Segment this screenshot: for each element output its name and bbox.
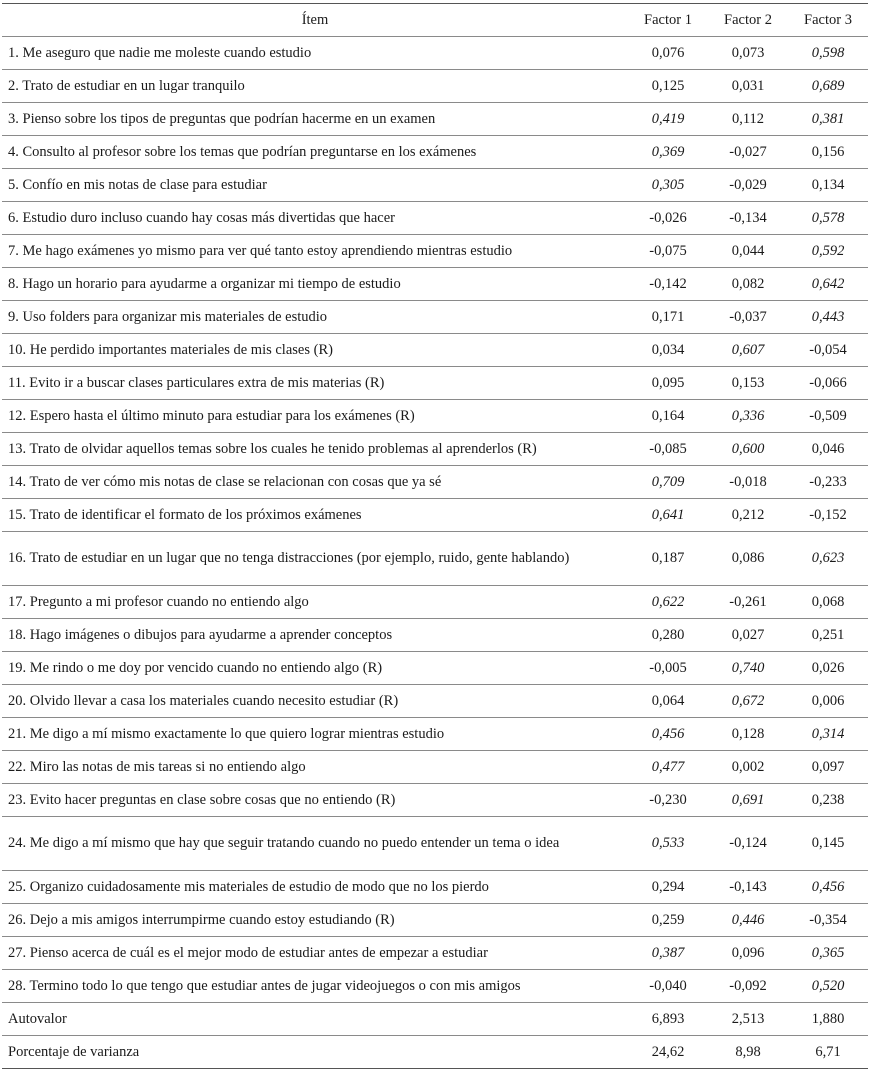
factor1-value: 0,259 xyxy=(628,904,708,937)
factor3-value: 0,314 xyxy=(788,718,868,751)
item-column-header: Ítem xyxy=(2,4,628,37)
item-text: 12. Espero hasta el último minuto para estudiar para los exámenes (R) xyxy=(2,400,628,433)
table-row xyxy=(2,904,868,937)
item-text: 8. Hago un horario para ayudarme a organizar mi tiempo de estudio xyxy=(2,268,628,301)
item-text: 27. Pienso acerca de cuál es el mejor modo de estudiar antes de empezar a estudiar xyxy=(2,937,628,970)
factor3-value: 0,623 xyxy=(788,532,868,586)
factor3-value: -0,066 xyxy=(788,367,868,400)
factor3-value: 0,578 xyxy=(788,202,868,235)
factor2-value: -0,027 xyxy=(708,136,788,169)
factor3-value: 0,026 xyxy=(788,652,868,685)
table-row xyxy=(2,619,868,652)
item-text: 23. Evito hacer preguntas en clase sobre cosas que no entiendo (R) xyxy=(2,784,628,817)
item-text: Autovalor xyxy=(2,1003,628,1036)
factor1-value: 0,709 xyxy=(628,466,708,499)
factor3-value: 0,598 xyxy=(788,37,868,70)
table-row xyxy=(2,37,868,70)
factor1-value: 0,622 xyxy=(628,586,708,619)
item-text: 9. Uso folders para organizar mis materiales de estudio xyxy=(2,301,628,334)
factor3-column-header: Factor 3 xyxy=(788,4,868,37)
factor3-value: 0,251 xyxy=(788,619,868,652)
factor3-value: 0,046 xyxy=(788,433,868,466)
table-row xyxy=(2,871,868,904)
factor1-column-header: Factor 1 xyxy=(628,4,708,37)
item-text: 18. Hago imágenes o dibujos para ayudarme a aprender conceptos xyxy=(2,619,628,652)
factor2-value: 0,073 xyxy=(708,37,788,70)
table-row xyxy=(2,169,868,202)
factor1-value: -0,075 xyxy=(628,235,708,268)
factor1-value: -0,040 xyxy=(628,970,708,1003)
factor2-value: 0,002 xyxy=(708,751,788,784)
table-row xyxy=(2,970,868,1003)
factor3-value: 0,642 xyxy=(788,268,868,301)
table-row xyxy=(2,268,868,301)
factor2-value: 8,98 xyxy=(708,1036,788,1069)
factor1-value: 0,095 xyxy=(628,367,708,400)
item-text: 24. Me digo a mí mismo que hay que seguir tratando cuando no puedo entender un tema o idea xyxy=(2,817,628,871)
item-text: 4. Consulto al profesor sobre los temas que podrían preguntarse en los exámenes xyxy=(2,136,628,169)
item-text: 28. Termino todo lo que tengo que estudiar antes de jugar videojuegos o con mis amigos xyxy=(2,970,628,1003)
table-body xyxy=(2,37,868,1069)
factor3-value: 0,238 xyxy=(788,784,868,817)
factor1-value: 0,533 xyxy=(628,817,708,871)
factor1-value: 0,369 xyxy=(628,136,708,169)
factor3-value: -0,152 xyxy=(788,499,868,532)
factor2-value: 0,336 xyxy=(708,400,788,433)
factor2-value: 0,740 xyxy=(708,652,788,685)
item-text: 14. Trato de ver cómo mis notas de clase se relacionan con cosas que ya sé xyxy=(2,466,628,499)
factor3-value: 0,156 xyxy=(788,136,868,169)
factor3-value: 0,097 xyxy=(788,751,868,784)
factor1-value: 0,387 xyxy=(628,937,708,970)
factor2-value: -0,261 xyxy=(708,586,788,619)
factor3-value: 0,689 xyxy=(788,70,868,103)
factor1-value: 0,064 xyxy=(628,685,708,718)
factor1-value: -0,005 xyxy=(628,652,708,685)
item-text: 15. Trato de identificar el formato de los próximos exámenes xyxy=(2,499,628,532)
factor3-value: 0,443 xyxy=(788,301,868,334)
table-row xyxy=(2,532,868,586)
table-row xyxy=(2,685,868,718)
factor3-value: 0,006 xyxy=(788,685,868,718)
table-row xyxy=(2,103,868,136)
table-row xyxy=(2,136,868,169)
table-row xyxy=(2,937,868,970)
item-text: 26. Dejo a mis amigos interrumpirme cuando estoy estudiando (R) xyxy=(2,904,628,937)
factor2-value: -0,092 xyxy=(708,970,788,1003)
table-row xyxy=(2,751,868,784)
table-row xyxy=(2,586,868,619)
item-text: 11. Evito ir a buscar clases particulares extra de mis materias (R) xyxy=(2,367,628,400)
factor2-value: 2,513 xyxy=(708,1003,788,1036)
table-row xyxy=(2,499,868,532)
item-text: 19. Me rindo o me doy por vencido cuando no entiendo algo (R) xyxy=(2,652,628,685)
item-text: 7. Me hago exámenes yo mismo para ver qué tanto estoy aprendiendo mientras estudio xyxy=(2,235,628,268)
table-row xyxy=(2,235,868,268)
factor2-value: -0,134 xyxy=(708,202,788,235)
factor1-value: -0,230 xyxy=(628,784,708,817)
factor1-value: -0,142 xyxy=(628,268,708,301)
factor1-value: 0,641 xyxy=(628,499,708,532)
factor3-value: 0,145 xyxy=(788,817,868,871)
factor1-value: -0,026 xyxy=(628,202,708,235)
factor1-value: 0,164 xyxy=(628,400,708,433)
factor1-value: 0,187 xyxy=(628,532,708,586)
factor2-value: 0,600 xyxy=(708,433,788,466)
item-text: 22. Miro las notas de mis tareas si no entiendo algo xyxy=(2,751,628,784)
item-text: 5. Confío en mis notas de clase para estudiar xyxy=(2,169,628,202)
factor3-value: 0,520 xyxy=(788,970,868,1003)
factor2-column-header: Factor 2 xyxy=(708,4,788,37)
factor2-value: 0,153 xyxy=(708,367,788,400)
factor1-value: 0,419 xyxy=(628,103,708,136)
factor3-value: -0,233 xyxy=(788,466,868,499)
item-text: 17. Pregunto a mi profesor cuando no entiendo algo xyxy=(2,586,628,619)
factor2-value: 0,128 xyxy=(708,718,788,751)
item-text: 2. Trato de estudiar en un lugar tranquilo xyxy=(2,70,628,103)
factor1-value: 0,171 xyxy=(628,301,708,334)
factor3-value: 0,592 xyxy=(788,235,868,268)
factor2-value: -0,124 xyxy=(708,817,788,871)
factor2-value: -0,143 xyxy=(708,871,788,904)
item-text: 20. Olvido llevar a casa los materiales cuando necesito estudiar (R) xyxy=(2,685,628,718)
factor1-value: 0,280 xyxy=(628,619,708,652)
table-row xyxy=(2,400,868,433)
factor1-value: 0,294 xyxy=(628,871,708,904)
factor3-value: -0,054 xyxy=(788,334,868,367)
item-text: 16. Trato de estudiar en un lugar que no tenga distracciones (por ejemplo, ruido, gente hablando) xyxy=(2,532,628,586)
factor1-value: 24,62 xyxy=(628,1036,708,1069)
factor2-value: 0,096 xyxy=(708,937,788,970)
table-row xyxy=(2,784,868,817)
item-text: 25. Organizo cuidadosamente mis materiales de estudio de modo que no los pierdo xyxy=(2,871,628,904)
factor1-value: 6,893 xyxy=(628,1003,708,1036)
table-row xyxy=(2,202,868,235)
factor-loadings-table xyxy=(2,3,868,1069)
factor1-value: -0,085 xyxy=(628,433,708,466)
factor3-value: 1,880 xyxy=(788,1003,868,1036)
factor3-value: 0,456 xyxy=(788,871,868,904)
table-row xyxy=(2,652,868,685)
factor2-value: 0,082 xyxy=(708,268,788,301)
factor2-value: 0,044 xyxy=(708,235,788,268)
factor2-value: 0,446 xyxy=(708,904,788,937)
factor1-value: 0,305 xyxy=(628,169,708,202)
factor2-value: 0,027 xyxy=(708,619,788,652)
factor3-value: 0,134 xyxy=(788,169,868,202)
factor1-value: 0,125 xyxy=(628,70,708,103)
factor2-value: 0,212 xyxy=(708,499,788,532)
factor2-value: 0,672 xyxy=(708,685,788,718)
factor2-value: 0,112 xyxy=(708,103,788,136)
factor3-value: 0,068 xyxy=(788,586,868,619)
item-text: 6. Estudio duro incluso cuando hay cosas más divertidas que hacer xyxy=(2,202,628,235)
factor3-value: 0,365 xyxy=(788,937,868,970)
factor1-value: 0,034 xyxy=(628,334,708,367)
item-text: Porcentaje de varianza xyxy=(2,1036,628,1069)
table-row xyxy=(2,1036,868,1069)
factor2-value: 0,691 xyxy=(708,784,788,817)
factor2-value: 0,607 xyxy=(708,334,788,367)
factor3-value: 0,381 xyxy=(788,103,868,136)
factor3-value: 6,71 xyxy=(788,1036,868,1069)
factor2-value: -0,037 xyxy=(708,301,788,334)
factor1-value: 0,076 xyxy=(628,37,708,70)
table-row xyxy=(2,367,868,400)
table-row xyxy=(2,718,868,751)
factor3-value: -0,509 xyxy=(788,400,868,433)
header-row xyxy=(2,4,868,37)
table-row xyxy=(2,466,868,499)
factor1-value: 0,456 xyxy=(628,718,708,751)
item-text: 1. Me aseguro que nadie me moleste cuando estudio xyxy=(2,37,628,70)
item-text: 10. He perdido importantes materiales de mis clases (R) xyxy=(2,334,628,367)
table-row xyxy=(2,334,868,367)
table-row xyxy=(2,70,868,103)
table-row xyxy=(2,433,868,466)
factor2-value: -0,018 xyxy=(708,466,788,499)
factor2-value: 0,086 xyxy=(708,532,788,586)
factor3-value: -0,354 xyxy=(788,904,868,937)
table-row xyxy=(2,1003,868,1036)
item-text: 3. Pienso sobre los tipos de preguntas que podrían hacerme en un examen xyxy=(2,103,628,136)
factor2-value: -0,029 xyxy=(708,169,788,202)
factor2-value: 0,031 xyxy=(708,70,788,103)
item-text: 13. Trato de olvidar aquellos temas sobre los cuales he tenido problemas al aprenderlos (R) xyxy=(2,433,628,466)
table-row xyxy=(2,301,868,334)
item-text: 21. Me digo a mí mismo exactamente lo que quiero lograr mientras estudio xyxy=(2,718,628,751)
factor1-value: 0,477 xyxy=(628,751,708,784)
table-row xyxy=(2,817,868,871)
